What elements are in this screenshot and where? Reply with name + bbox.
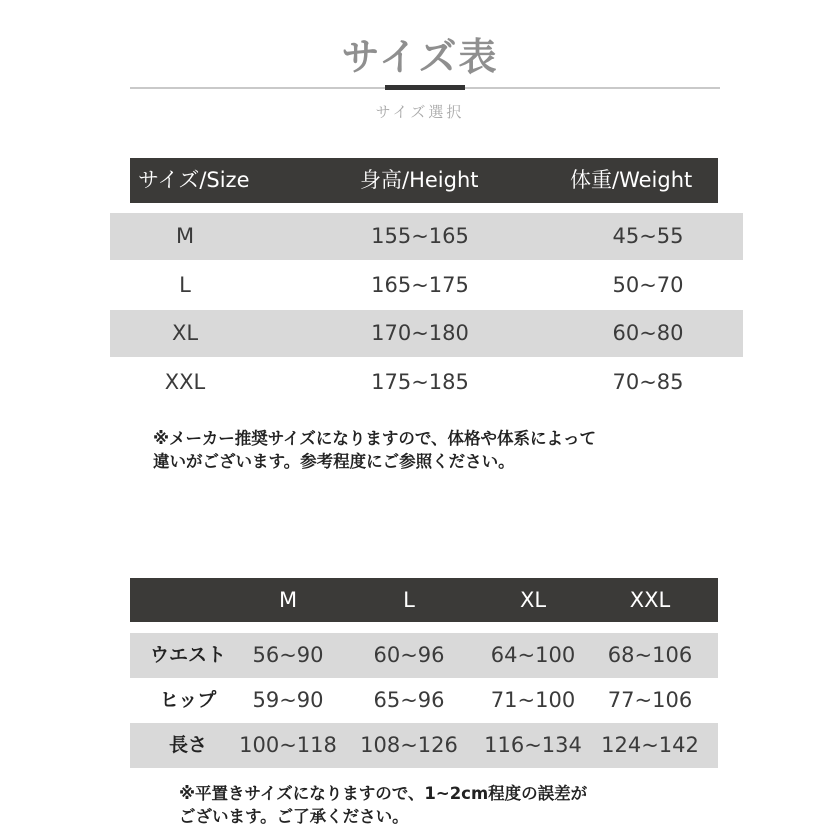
table-row xyxy=(110,262,743,309)
measure-note-line1: ※平置きサイズになりますので、1~2cm程度の誤差が xyxy=(179,784,588,803)
cell-weight: 60~80 xyxy=(612,321,684,345)
cell-value: 59~90 xyxy=(252,688,324,712)
cell-value: 108~126 xyxy=(360,733,458,757)
cell-size: L xyxy=(179,273,191,297)
header-size: サイズ/Size xyxy=(138,168,250,192)
table-row xyxy=(110,359,743,406)
measure-table-header xyxy=(130,578,718,622)
header-l: L xyxy=(403,588,415,612)
cell-value: 100~118 xyxy=(239,733,337,757)
row-label: ウエスト xyxy=(149,644,227,666)
measure-note-line2: ございます。ご了承ください。 xyxy=(179,807,409,826)
cell-height: 165~175 xyxy=(371,273,469,297)
page-subtitle: サイズ選択 xyxy=(375,103,465,121)
header-xl: XL xyxy=(519,588,547,612)
table-row xyxy=(130,678,718,723)
cell-value: 64~100 xyxy=(490,643,576,667)
cell-value: 77~106 xyxy=(607,688,693,712)
cell-value: 124~142 xyxy=(601,733,699,757)
size-table-header xyxy=(130,158,718,203)
cell-value: 65~96 xyxy=(373,688,445,712)
cell-size: XXL xyxy=(164,370,206,394)
cell-value: 60~96 xyxy=(373,643,445,667)
cell-weight: 50~70 xyxy=(612,273,684,297)
table-row xyxy=(110,310,743,357)
cell-height: 155~165 xyxy=(371,224,469,248)
row-label: 長さ xyxy=(168,734,208,756)
cell-weight: 45~55 xyxy=(612,224,684,248)
cell-value: 71~100 xyxy=(490,688,576,712)
header-m: M xyxy=(278,588,298,612)
size-note-line1: ※メーカー推奨サイズになりますので、体格や体系によって xyxy=(153,429,597,448)
cell-weight: 70~85 xyxy=(612,370,684,394)
header-xxl: XXL xyxy=(629,588,671,612)
cell-value: 68~106 xyxy=(607,643,693,667)
measure-note xyxy=(179,782,587,828)
row-label: ヒップ xyxy=(159,689,217,711)
title-divider-accent xyxy=(385,85,465,90)
cell-size: XL xyxy=(171,321,199,345)
header-height: 身高/Height xyxy=(360,168,479,192)
page-title: サイズ表 xyxy=(341,35,499,79)
cell-size: M xyxy=(175,224,195,248)
cell-value: 56~90 xyxy=(252,643,324,667)
cell-height: 170~180 xyxy=(371,321,469,345)
size-note xyxy=(153,427,596,473)
table-row xyxy=(110,213,743,260)
cell-value: 116~134 xyxy=(484,733,582,757)
header-weight: 体重/Weight xyxy=(570,168,693,192)
size-note-line2: 違いがございます。参考程度にご参照ください。 xyxy=(153,452,515,471)
table-row xyxy=(130,633,718,678)
cell-height: 175~185 xyxy=(371,370,469,394)
table-row xyxy=(130,723,718,768)
